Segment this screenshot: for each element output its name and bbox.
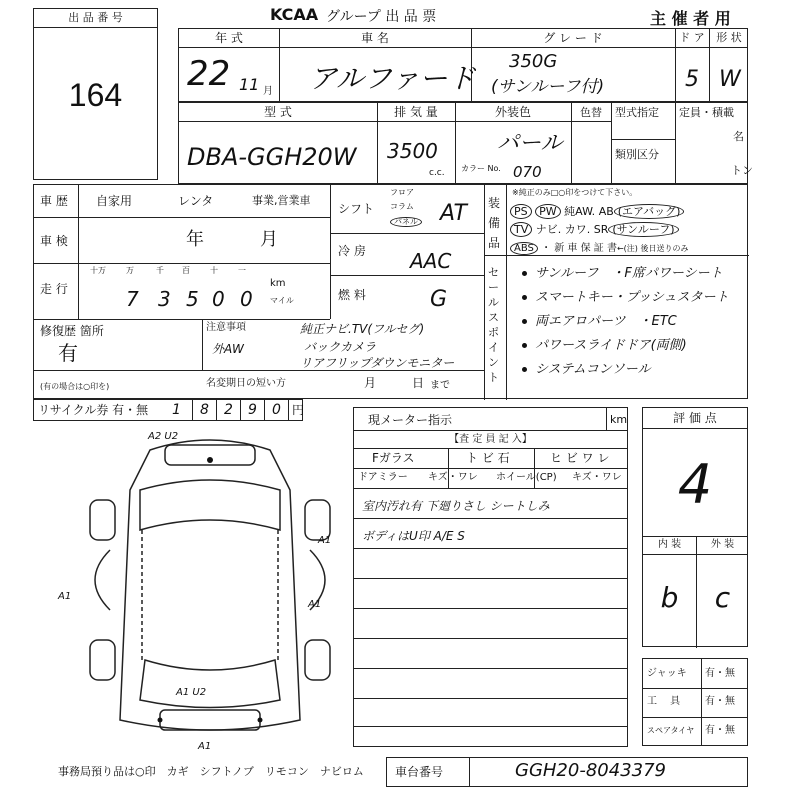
- mileage-mile: マイル: [270, 296, 294, 305]
- selling-point-2: スマートキー・プッシュスタート: [535, 290, 729, 305]
- meter-label: 現メーター指示: [368, 413, 453, 427]
- sponsor-label: 主 催 者 用: [650, 9, 731, 28]
- exterior-label: 外 装: [710, 539, 735, 550]
- ac-value: AAC: [410, 249, 452, 273]
- row2: [178, 102, 753, 184]
- score-value: 4: [677, 453, 713, 516]
- score-box: [642, 407, 748, 647]
- month-value: 11: [239, 75, 260, 94]
- mark-front: A2 U2: [148, 431, 179, 442]
- type-label: 形 状: [716, 31, 742, 44]
- fuel-label: 燃 料: [338, 288, 366, 302]
- vin-box: [386, 757, 748, 787]
- inspection-label: 車 検: [40, 234, 68, 248]
- shift-label: シフト: [338, 202, 375, 216]
- header: [230, 3, 570, 25]
- wheel-option: キズ・ワレ: [572, 472, 622, 483]
- wheel-label: ホイール(CP): [496, 472, 557, 483]
- office-items: 事務局預り品は○印 カギ シフトノブ リモコン ナビロム: [58, 765, 364, 778]
- selling-label: セールスポイント: [488, 266, 499, 384]
- repair-note: (有の場合は○印を): [40, 382, 110, 391]
- mileage-digit-5: 0: [240, 287, 253, 311]
- equipment-line3: ABS ・ 新 車 保 証 書←(注) 後日送りのみ: [510, 239, 688, 254]
- selling-point-3: 両エアロパーツ ・ETC: [535, 314, 677, 329]
- colorno-value: 070: [513, 163, 542, 181]
- mileage-digit-3: 5: [186, 287, 199, 311]
- tons-unit: トン: [731, 164, 753, 177]
- inspector-line-2: ボディはU印 A/E S: [362, 529, 465, 543]
- cc-value: 3500: [387, 139, 438, 163]
- type-value: W: [719, 67, 741, 92]
- mirror-label: ドアミラー: [358, 472, 408, 483]
- chassis-value: DBA-GGH20W: [187, 143, 357, 171]
- recycle-label: リサイクル券 有・無: [38, 403, 149, 417]
- shift-column[interactable]: コラム: [390, 202, 414, 211]
- mark-left: A1: [58, 591, 72, 602]
- header-title: グループ 出 品 票: [326, 9, 437, 25]
- tool-jack-label: ジャッキ: [647, 668, 687, 679]
- tools-box: [642, 658, 748, 746]
- shift-value: AT: [440, 201, 467, 226]
- vin-label: 車台番号: [395, 765, 444, 779]
- history-own[interactable]: 自家用: [96, 194, 133, 208]
- ac-label: 冷 房: [338, 244, 366, 258]
- equipment-line1: PS PW 純AW. AB (エアバッグ): [510, 203, 684, 219]
- mark-bottom: A1: [198, 741, 212, 752]
- mileage-label: 走 行: [40, 282, 68, 296]
- equipment-label: 装 備 品: [488, 196, 501, 250]
- shift-panel[interactable]: パネル: [390, 217, 422, 227]
- shift-floor[interactable]: フロア: [390, 188, 414, 197]
- note-2: 外AW: [212, 342, 244, 356]
- color-value: パール: [497, 131, 563, 156]
- interior-label: 内 装: [657, 539, 682, 550]
- cc-label: 排 気 量: [394, 105, 438, 119]
- doors-label: ド ア: [679, 31, 705, 44]
- inspection-month: 月: [260, 229, 278, 250]
- note-3: バックカメラ: [304, 340, 377, 354]
- notes-label: 注意事項: [206, 322, 246, 333]
- year-label: 年 式: [215, 31, 243, 45]
- tool-kit-value[interactable]: 有・無: [705, 696, 735, 707]
- rename-day: 日: [412, 376, 425, 390]
- capacity-label: 定員・積載: [679, 106, 734, 119]
- car-diagram: [60, 430, 360, 750]
- rename-until: まで: [430, 380, 450, 391]
- mark-rear: A1 U2: [176, 687, 207, 698]
- lot-label: 出 品 番 号: [68, 11, 123, 24]
- recycle-row: リサイクル券 有・無 1 8 2 9 0 円: [33, 399, 303, 421]
- inspector-box: [353, 407, 628, 747]
- logo: KCAA: [270, 5, 319, 24]
- interior-value: b: [660, 581, 679, 614]
- type-designation: 型式指定: [615, 106, 659, 119]
- equipment-note: ※純正のみ□○印をつけて下さい。: [512, 188, 638, 197]
- meter-unit: km: [610, 413, 628, 426]
- selling-point-5: システムコンソール: [535, 362, 651, 377]
- history-rental[interactable]: レンタ: [178, 194, 214, 208]
- middle-section: 車 歴 自家用 レンタ 事業,営業車 車 検 年 月 走 行 十万 万 千 百 十 一 7 3 5 0 0 km マイル シフト フロア コラム パネル AT 冷 房 AAC 燃 料 G 装 備 品 ※純正のみ□○印をつけて下さい。 PS PW 純AW. AB (エアバッグ) TV ナビ. カワ. SR (サンルーフ) ABS ・ 新 車 保 証 書←(注) 後日送りのみ セールスポイント サンルーフ ・F席パワーシート スマートキー・プッシュスタート 両エアロパーツ ・ETC パワースライドドア(両側) システムコンソール 修復歴 箇所 有 (有の場合は○印を) 注意事項 純正ナビ.TV(フルセグ) 外AW バックカメラ リアフリップダウンモニター 名変期日の短い方 月 日 まで: [33, 184, 748, 399]
- equipment-line2: TV ナビ. カワ. SR (サンルーフ): [510, 221, 679, 237]
- fuel-value: G: [430, 287, 448, 312]
- grade-note: (サンルーフ付): [491, 77, 605, 97]
- category-label: 類別区分: [615, 148, 659, 161]
- score-label: 評 価 点: [673, 411, 717, 425]
- mark-right2: A1: [308, 599, 322, 610]
- f-glass: Fガラス: [372, 451, 415, 465]
- row1: [178, 28, 748, 102]
- repair-label: 修復歴 箇所: [40, 324, 104, 338]
- mileage-digit-4: 0: [212, 287, 225, 311]
- cc-unit: c.c.: [429, 168, 445, 178]
- tool-spare-label: スペアタイヤ: [647, 726, 695, 735]
- tool-kit-label: 工 具: [647, 696, 681, 707]
- mileage-digit-2: 3: [158, 287, 171, 311]
- tobi-ishi: ト ビ 石: [466, 451, 510, 465]
- year-value: 22: [187, 54, 231, 94]
- history-business[interactable]: 事業,営業車: [252, 194, 311, 207]
- recycle-unit: 円: [292, 403, 305, 417]
- model-label: 車 名: [361, 31, 389, 45]
- mirror-option: キズ・ワレ: [428, 472, 478, 483]
- rename-month: 月: [364, 376, 377, 390]
- inspector-label: 【査 定 員 記 入】: [449, 434, 532, 445]
- inspector-line-1: 室内汚れ有 下廻りさし シートしみ: [362, 499, 550, 513]
- history-label: 車 歴: [40, 194, 68, 208]
- selling-point-4: パワースライドドア(両側): [535, 338, 687, 353]
- rename-label: 名変期日の短い方: [206, 378, 286, 389]
- colorno-label: カラー No.: [461, 164, 501, 173]
- grade-label: グ レ ー ド: [543, 31, 603, 45]
- selling-point-1: サンルーフ ・F席パワーシート: [535, 266, 723, 281]
- vin-value: GGH20-8043379: [515, 760, 666, 781]
- model-value: アルファード: [309, 62, 476, 95]
- note-4: リアフリップダウンモニター: [300, 356, 455, 370]
- chassis-label: 型 式: [264, 105, 292, 119]
- tool-spare-value[interactable]: 有・無: [705, 725, 735, 736]
- hibi-ware: ヒ ビ ワ レ: [550, 451, 610, 465]
- exterior-value: c: [714, 581, 731, 614]
- lot-number: 164: [68, 77, 123, 113]
- tool-jack-value[interactable]: 有・無: [705, 668, 735, 679]
- inspection-year: 年: [186, 229, 204, 250]
- mileage-digit-1: 7: [126, 287, 139, 311]
- repair-value: 有: [58, 341, 78, 365]
- persons-unit: 名: [733, 130, 744, 143]
- month-unit: 月: [263, 86, 273, 97]
- mileage-km: km: [270, 278, 286, 289]
- lot-box: [33, 8, 158, 180]
- note-1: 純正ナビ.TV(フルセグ): [300, 322, 425, 336]
- color2-label: 色替: [580, 106, 602, 119]
- color-label: 外装色: [494, 105, 531, 119]
- grade-value: 350G: [509, 51, 558, 72]
- mark-right: A1: [318, 535, 332, 546]
- selling-points: [522, 267, 729, 387]
- doors-value: 5: [685, 67, 699, 92]
